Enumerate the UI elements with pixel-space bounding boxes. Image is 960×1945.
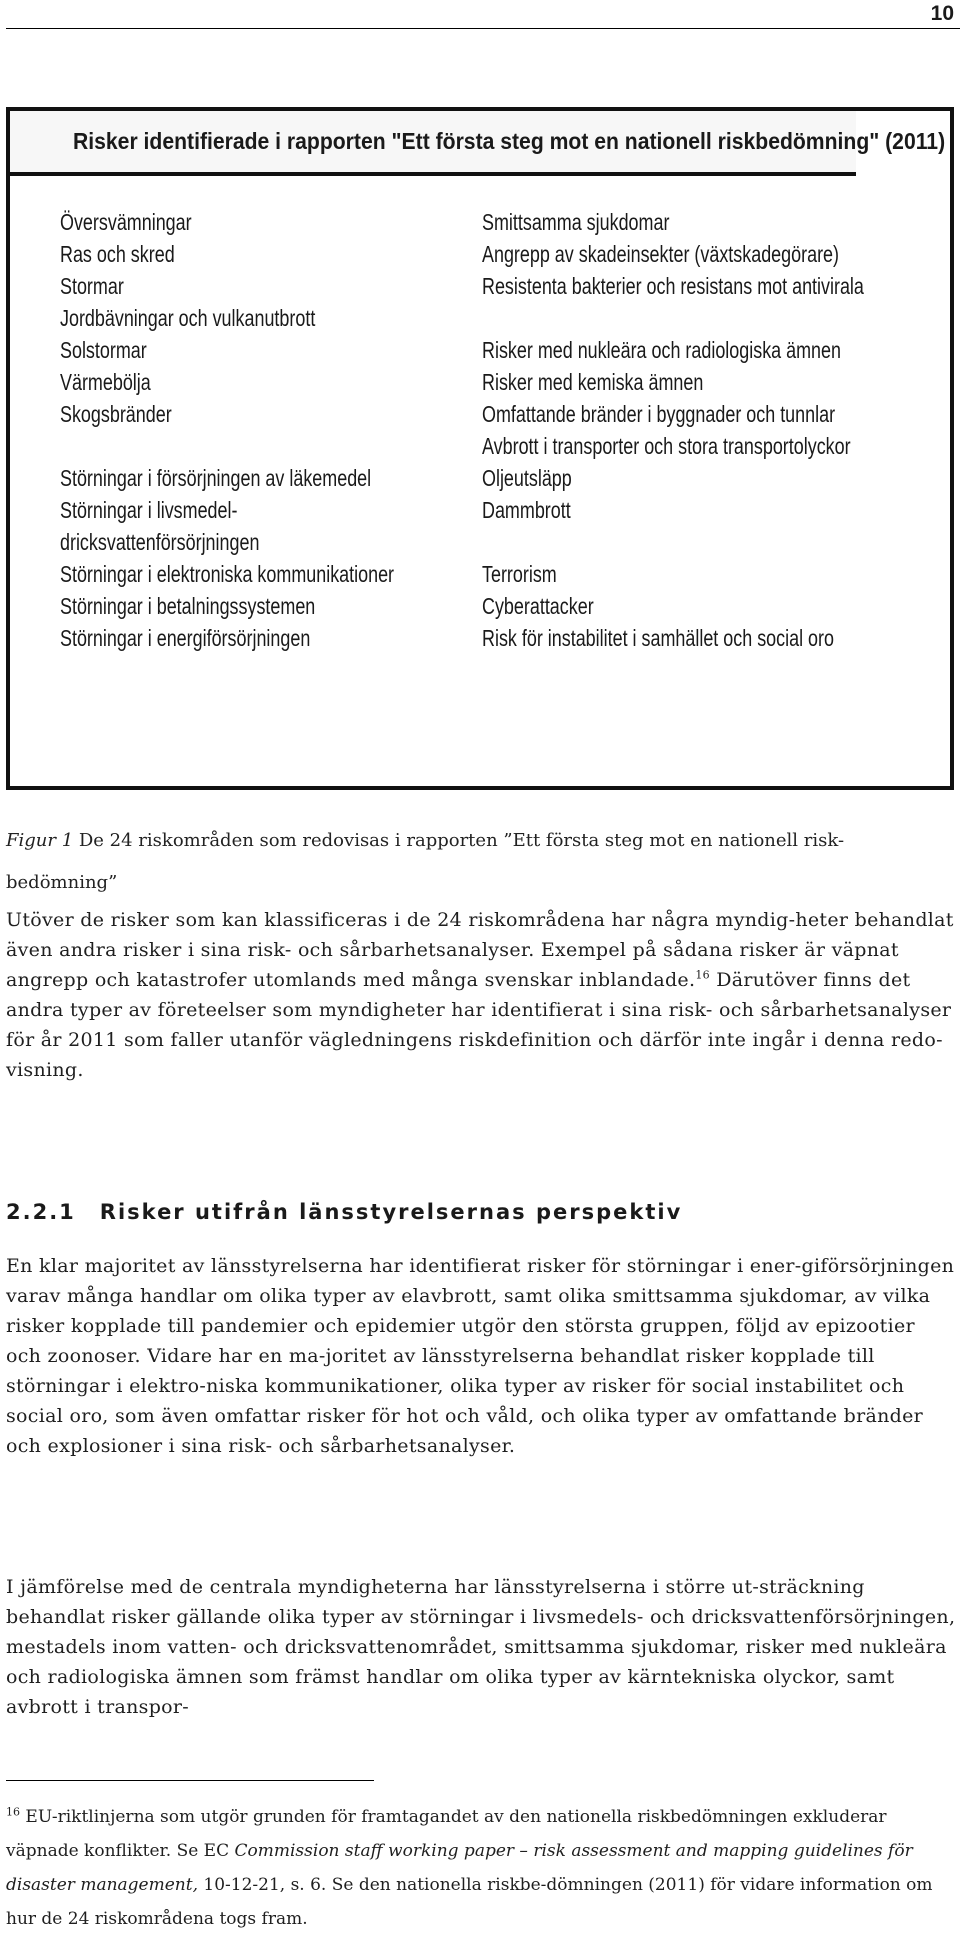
risk-spacer [482, 302, 864, 334]
risk-item: Ras och skred [60, 241, 175, 267]
risk-item: Terrorism [482, 561, 557, 587]
footnote-divider [6, 1780, 374, 1781]
paragraph-3: I jämförelse med de centrala myndigheterna har länsstyrelserna i större ut-sträckning behandlat risker gällande olika typer av störningar i livsmedels- och dricksvattenförsörjningen, mestadels inom vatten- och dricksvattenområdet, smittsamma sjukdomar, risker med nukleära och radiologiska ämnen som främst handlar om olika typer av kärntekniska olyckor, samt avbrott i transpor- [6, 1576, 956, 1718]
risk-item: Angrepp av skadeinsekter (växtskadegörare) [482, 241, 839, 267]
footnote-text-1: EU-riktlinjerna som utgör grunden för framtagandet av den nationella riskbedömningen exkluderar väpnade konflikter. Se EC [6, 1807, 887, 1861]
risk-item: Översvämningar [60, 209, 192, 235]
risk-item: Risker med nukleära och radiologiska ämnen [482, 337, 841, 363]
risk-item: Störningar i energiförsörjningen [60, 625, 311, 651]
risk-item: Störningar i försörjningen av läkemedel [60, 465, 372, 491]
paragraph-2: En klar majoritet av länsstyrelserna har identifierat risker för störningar i ener-giförsörjningen varav många handlar om olika typer av elavbrott, samt olika smittsamma sjukdomar, av vilka risker kopplade till pandemier och epidemier utgör den största gruppen, följd av epizootier och zoonoser. Vidare har en ma-joritet av länsstyrelserna behandlat risker kopplade till störningar i elektro-niska kommunikationer, olika typer av risker för social instabilitet och social oro, som även omfattar risker för hot och våld, och olika typer av omfattande bränder och explosioner i sina risk- och sårbarhetsanalyser. [6, 1255, 955, 1457]
risk-item: Risker med kemiska ämnen [482, 369, 704, 395]
header-rule [6, 28, 960, 29]
section-heading [6, 1200, 682, 1224]
figure-caption [6, 820, 954, 904]
footnote-reference[interactable]: 16 [695, 968, 710, 982]
paragraph-1 [6, 905, 956, 1085]
paragraph-1-before: Utöver de risker som kan klassificeras i de 24 riskområdena har några myndig-heter behandlat även andra risker i sina risk- och sårbarhetsanalyser. Exempel på sådana risker är väpnat angrepp och katastrofer utomlands med många svenskar inblandade. [6, 909, 954, 991]
figure-left-column [60, 206, 488, 654]
risk-item: Omfattande bränder i byggnader och tunnlar [482, 401, 836, 427]
figure-title: Risker identifierade i rapporten "Ett första steg mot en nationell riskbedömning" (2011) [10, 111, 856, 176]
risk-item: Cyberattacker [482, 593, 594, 619]
risk-item: Risk för instabilitet i samhället och social oro [482, 625, 834, 651]
figure-risk-table [6, 107, 954, 790]
risk-item: Avbrott i transporter och stora transportolyckor [482, 433, 851, 459]
section-number: 2.2.1 [6, 1200, 76, 1224]
risk-spacer [482, 526, 864, 558]
risk-item: Resistenta bakterier och resistans mot antivirala [482, 273, 864, 299]
risk-item: Solstormar [60, 337, 147, 363]
page-number: 10 [930, 2, 954, 25]
risk-item: Störningar i betalningssystemen [60, 593, 316, 619]
risk-item: Stormar [60, 273, 124, 299]
section-title: Risker utifrån länsstyrelsernas perspektiv [99, 1200, 683, 1224]
risk-item: Värmebölja [60, 369, 151, 395]
risk-spacer [60, 430, 394, 462]
footnote-text-2: 10-12-21, s. 6. Se den nationella riskbe-dömningen (2011) för vidare information om hur de 24 riskområdena togs fram. [6, 1875, 933, 1929]
risk-item: Oljeutsläpp [482, 465, 572, 491]
caption-text: De 24 riskområden som redovisas i rapporten ”Ett första steg mot en nationell risk-bedömning” [6, 830, 845, 893]
risk-item: dricksvattenförsörjningen [60, 529, 260, 555]
caption-label: Figur 1 [6, 830, 74, 851]
risk-item: Störningar i livsmedel- [60, 497, 238, 523]
risk-item: Skogsbränder [60, 401, 172, 427]
paragraph-1-after: Därutöver finns det andra typer av företeelser som myndigheter har identifierat i sina risk- och sårbarhetsanalyser för år 2011 som faller utanför vägledningens riskdefinition och därför inte ingår i denna redo-visning. [6, 969, 952, 1081]
risk-item: Smittsamma sjukdomar [482, 209, 670, 235]
risk-item: Störningar i elektroniska kommunikationer [60, 561, 395, 587]
footnote [6, 1800, 954, 1936]
risk-item: Dammbrott [482, 497, 571, 523]
footnote-number: 16 [6, 1805, 20, 1819]
figure-right-column [482, 206, 960, 654]
footnote-italic-title: Commission staff working paper – risk assessment and mapping guidelines för disaster management, [6, 1841, 913, 1895]
risk-item: Jordbävningar och vulkanutbrott [60, 305, 316, 331]
